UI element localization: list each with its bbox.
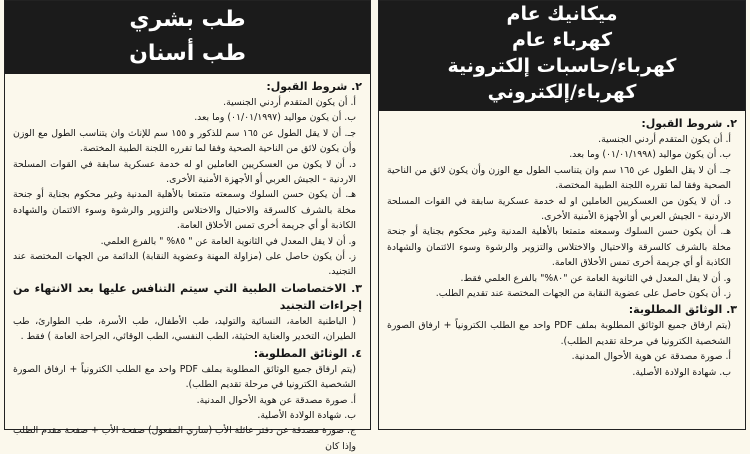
- clause-text: ( الباطنية العامة، النسائية والتوليد، طب الأطفال، طب الأسرة، طب الطوارئ، طب الطيران، التخدير والعناية الحثيثة، الطب النفسي، الطب الوقائي، الجراحة العامة ) فقط .: [13, 315, 356, 343]
- clause-text: جـ. أن لا يقل الطول عن ١٦٥ سم وان يتناسب الطول مع الوزن وأن يكون لائق من الناحية الصحية وفقا لما تقرره اللجنة الطبية المختصة.: [387, 164, 731, 192]
- column-body-engineering: [379, 111, 745, 380]
- clause-text: د. أن لا يكون من العسكريين العاملين او له خدمة عسكرية سابقة في القوات المسلحة الاردنية - الجيش العربي أو الأجهزة الأمنية الأخرى.: [13, 158, 356, 186]
- clause-text: هـ. أن يكون حسن السلوك وسمعته متمتعا بالأهلية المدنية وغير محكوم بجناية أو جنحة مخلة بالشرف كالسرقة والاحتيال والاختلاس والتزوير والرشوة وسوء الائتمان والشهادة الكاذبة أو أي جريمة أخرى تمس الأخلاق العامة.: [13, 189, 356, 232]
- clause-text: و. أن لا يقل المعدل في الثانوية العامة عن " ٨٥% " بالفرع العلمي.: [100, 235, 356, 247]
- header-line: طب بشري: [129, 7, 246, 32]
- clause-text: ب. شهادة الولادة الأصلية.: [257, 409, 356, 421]
- section-title: ٢. شروط القبول:: [641, 117, 737, 130]
- header-line: طب أسنان: [129, 41, 246, 66]
- clause-text: (يتم ارفاق جميع الوثائق المطلوبة بملف PDF واحد مع الطلب الكترونياً + ارفاق الصورة الشخصية الكترونيا في مرحلة تقديم الطلب).: [387, 320, 731, 347]
- header-line: ميكانيك عام: [506, 3, 618, 25]
- clause-text: أ. أن يكون المتقدم أردني الجنسية.: [598, 134, 731, 145]
- clause-text: ز. أن يكون حاصل على (مزاولة المهنة وعضوية النقابة) الدائمة من الجهات المختصة عند التجنيد.: [13, 251, 356, 278]
- section-title: ٢. شروط القبول:: [266, 80, 362, 93]
- clause-text: و. أن لا يقل المعدل في الثانوية العامة عن "٨٠%" بالفرع العلمي فقط.: [460, 272, 731, 284]
- clause-text: ج. صورة مصدقة عن دفتر عائلة الأب (ساري المفعول) صفحة الأب + صفحة مقدم الطلب وإذا كان: [13, 425, 356, 452]
- clause-text: هـ. أن يكون حسن السلوك وسمعته متمتعا بالأهلية المدنية وغير محكوم بجناية أو جنحة مخلة بالشرف كالسرقة والاحتيال والاختلاس والتزوير والرشوة وسوء الائتمان والشهادة الكاذبة أو أي جريمة أخرى تمس الأخلاق العامة.: [387, 226, 731, 269]
- clause-text: ب. أن يكون مواليد (٠١/٠١/١٩٩٨) وما بعد.: [569, 149, 731, 161]
- section-title: ٤. الوثائق المطلوبة:: [253, 346, 362, 360]
- clause-text: ب. شهادة الولادة الأصلية.: [632, 366, 731, 378]
- header-line: كهرباء/إلكتروني: [487, 81, 637, 103]
- header-line: كهرباء/حاسبات إلكترونية: [447, 55, 677, 77]
- clause-text: أ. صورة مصدقة عن هوية الأحوال المدنية.: [196, 394, 356, 406]
- header-line: كهرباء عام: [511, 29, 613, 51]
- section-title: ٣. الوثائق المطلوبة:: [628, 303, 737, 317]
- section-title: ٣. الاختصاصات الطبية التي سيتم التنافس عليها بعد الانتهاء من إجراءات التجنيد: [13, 281, 362, 312]
- clause-text: ز. أن يكون حاصل على عضوية النقابة من الجهات المختصة عند تقديم الطلب.: [435, 288, 731, 300]
- clause-text: د. أن لا يكون من العسكريين العاملين او له خدمة عسكرية سابقة في القوات المسلحة الاردنية - الجيش العربي أو الأجهزة الأمنية الأخرى.: [387, 195, 731, 223]
- column-medicine: [4, 0, 371, 452]
- clause-text: أ. أن يكون المتقدم أردني الجنسية.: [223, 97, 356, 108]
- clause-text: أ. صورة مصدقة عن هوية الأحوال المدنية.: [571, 351, 731, 363]
- column-engineering: [378, 0, 746, 430]
- clause-text: جـ. أن لا يقل الطول عن ١٦٥ سم للذكور و ١٥٥ سم للإناث وان يتناسب الطول مع الوزن وأن يكون لائق من الناحية الصحية وفقا لما تقرره اللجنة الطبية المختصة.: [13, 127, 356, 155]
- clause-text: (يتم ارفاق جميع الوثائق المطلوبة بملف PDF واحد مع الطلب الكترونياً + ارفاق الصورة الشخصية الكترونيا في مرحلة تقديم الطلب).: [13, 363, 357, 391]
- column-header-engineering: [379, 1, 745, 111]
- column-body-medicine: [5, 74, 370, 454]
- clause-text: ب. أن يكون مواليد (٠١/٠١/١٩٩٧) وما بعد.: [194, 112, 356, 124]
- column-header-medicine: [5, 1, 370, 74]
